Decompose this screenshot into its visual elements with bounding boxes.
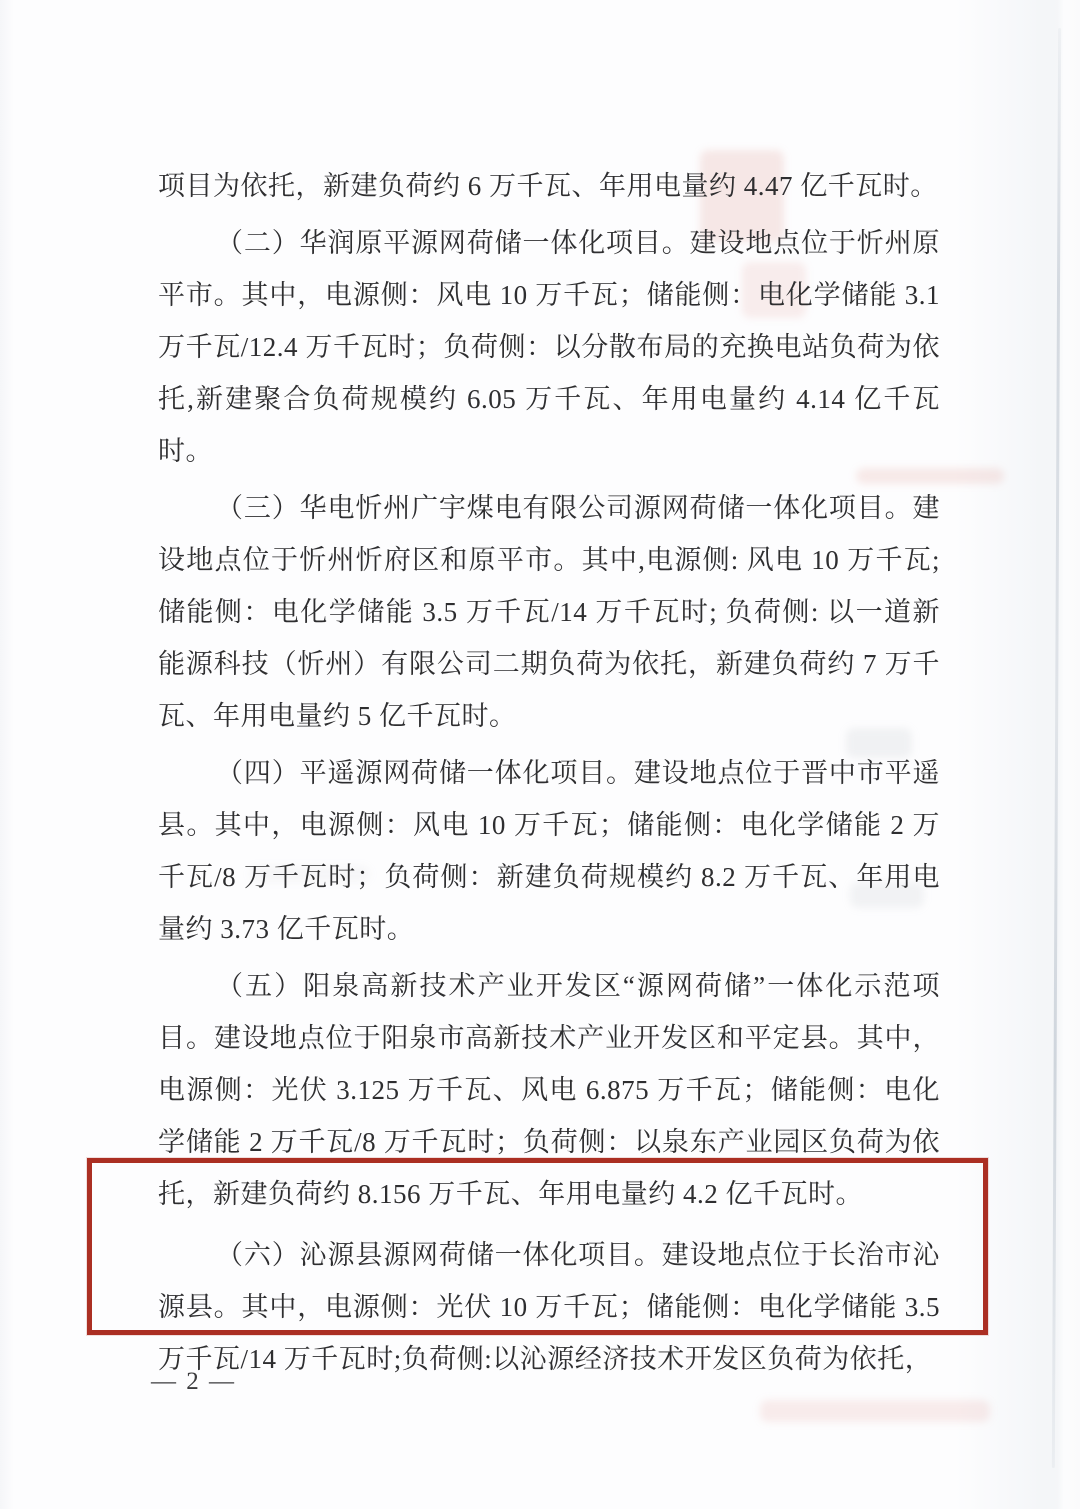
ink-bleed-mark [760, 1400, 990, 1422]
paragraph-item-6-highlighted: （六）沁源县源网荷储一体化项目。建设地点位于长治市沁源县。其中，电源侧：光伏 10 万千瓦；储能侧：电化学储能 3.5 万千瓦/14 万千瓦时;负荷侧:以沁源经济技术开发区负荷为依托， [158, 1240, 940, 1374]
document-body [158, 160, 940, 1385]
paragraph-item-3: （三）华电忻州广宇煤电有限公司源网荷储一体化项目。建设地点位于忻州忻府区和原平市。其中,电源侧: 风电 10 万千瓦; 储能侧：电化学储能 3.5 万千瓦/14 万千瓦时; 负荷侧: 以一道新能源科技（忻州）有限公司二期负荷为依托，新建负荷约 7 万千瓦、年用电量约 5 亿千瓦时。 [158, 493, 940, 731]
paragraph-item-4: （四）平遥源网荷储一体化项目。建设地点位于晋中市平遥县。其中，电源侧：风电 10 万千瓦；储能侧：电化学储能 2 万千瓦/8 万千瓦时；负荷侧：新建负荷规模约 8.2 万千瓦、年用电量约 3.73 亿千瓦时。 [158, 758, 940, 944]
paragraph-item-2: （二）华润原平源网荷储一体化项目。建设地点位于忻州原平市。其中，电源侧：风电 10 万千瓦；储能侧：电化学储能 3.1 万千瓦/12.4 万千瓦时；负荷侧：以分散布局的充换电站负荷为依托,新建聚合负荷规模约 6.05 万千瓦、年用电量约 4.14 亿千瓦时。 [158, 228, 940, 466]
paragraph-continuation: 项目为依托，新建负荷约 6 万千瓦、年用电量约 4.47 亿千瓦时。 [158, 171, 938, 201]
scan-edge-shadow [1052, 28, 1061, 1468]
page-number: — 2 — [151, 1368, 236, 1395]
paragraph-item-5: （五）阳泉高新技术产业开发区“源网荷储”一体化示范项目。建设地点位于阳泉市高新技术产业开发区和平定县。其中，电源侧：光伏 3.125 万千瓦、风电 6.875 万千瓦；储能侧：电化学储能 2 万千瓦/8 万千瓦时；负荷侧：以泉东产业园区负荷为依托，新建负荷约 8.156 万千瓦、年用电量约 4.2 亿千瓦时。 [158, 971, 940, 1209]
